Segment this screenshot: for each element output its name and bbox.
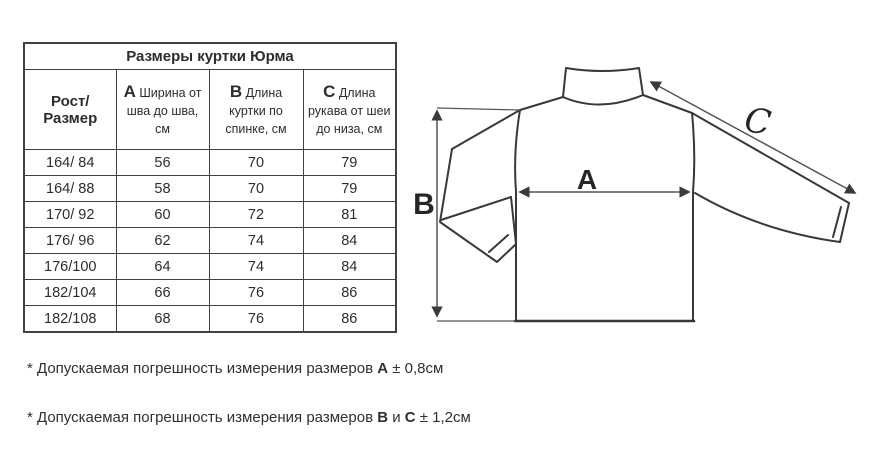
cell-size: 182/104 <box>24 280 116 306</box>
footnote-value: ± 1,2см <box>415 409 471 426</box>
col-header-b <box>209 70 303 150</box>
body-right-edge <box>692 113 694 321</box>
col-header-size: Рост/Размер <box>24 70 116 150</box>
cell-b: 74 <box>209 254 303 280</box>
cell-a: 60 <box>116 202 209 228</box>
cell-size: 164/ 88 <box>24 176 116 202</box>
jacket-diagram <box>400 0 875 350</box>
cell-size: 164/ 84 <box>24 150 116 176</box>
right-sleeve-bottom <box>695 193 840 242</box>
cell-a: 58 <box>116 176 209 202</box>
cell-b: 76 <box>209 280 303 306</box>
collar-shape <box>563 68 643 105</box>
left-shoulder-line <box>452 97 563 149</box>
cell-a: 64 <box>116 254 209 280</box>
footnote-value: ± 0,8см <box>388 360 444 377</box>
right-sleeve-top <box>692 113 849 203</box>
cell-c: 86 <box>303 306 396 333</box>
cell-b: 70 <box>209 150 303 176</box>
footnote-tolerance-bc <box>27 409 471 426</box>
table-title-row <box>24 43 396 70</box>
table-row <box>24 280 396 306</box>
cell-c: 79 <box>303 176 396 202</box>
cell-a: 68 <box>116 306 209 333</box>
measure-ext-top <box>437 108 520 110</box>
cell-c: 79 <box>303 150 396 176</box>
cell-b: 74 <box>209 228 303 254</box>
left-cuff-line <box>489 235 508 252</box>
cell-b: 72 <box>209 202 303 228</box>
body-left-edge <box>515 110 520 321</box>
footnote-text: * Допускаемая погрешность измерения размеров <box>27 360 378 377</box>
footnote-letter-b: B <box>377 409 389 426</box>
col-header-a <box>116 70 209 150</box>
size-table-wrap <box>23 42 397 333</box>
col-desc-c: Длина рукава от шеи до низа, см <box>308 85 391 137</box>
cell-a: 62 <box>116 228 209 254</box>
right-shoulder-line <box>643 95 692 113</box>
footnote-and: и <box>388 409 405 426</box>
table-row <box>24 202 396 228</box>
size-table <box>23 42 397 333</box>
jacket-outline <box>440 68 849 321</box>
col-desc-b: Длина куртки по спинке, см <box>225 85 287 137</box>
col-header-c <box>303 70 396 150</box>
cell-size: 176/ 96 <box>24 228 116 254</box>
table-row <box>24 254 396 280</box>
table-row <box>24 228 396 254</box>
cell-size: 170/ 92 <box>24 202 116 228</box>
label-c: C <box>741 100 774 144</box>
footnote-letter-a: A <box>377 360 389 377</box>
cell-b: 76 <box>209 306 303 333</box>
col-letter-c: C <box>323 81 336 101</box>
col-letter-a: A <box>123 81 136 101</box>
footnote-tolerance-a <box>27 360 443 377</box>
footnote-letter-c: C <box>404 409 416 426</box>
label-a: A <box>576 164 598 195</box>
cell-a: 66 <box>116 280 209 306</box>
label-b: B <box>413 188 435 221</box>
cell-c: 84 <box>303 254 396 280</box>
left-sleeve-fold-line <box>441 197 511 220</box>
table-header-row <box>24 70 396 150</box>
col-letter-b: B <box>229 81 243 101</box>
cell-c: 86 <box>303 280 396 306</box>
cell-size: 182/108 <box>24 306 116 333</box>
footnote-text: * Допускаемая погрешность измерения размеров <box>27 409 378 426</box>
table-title: Размеры куртки Юрма <box>24 43 396 70</box>
col-desc-a: Ширина от шва до шва, см <box>126 85 202 137</box>
cell-a: 56 <box>116 150 209 176</box>
cell-size: 176/100 <box>24 254 116 280</box>
left-sleeve <box>440 149 516 262</box>
table-row <box>24 306 396 333</box>
cell-c: 81 <box>303 202 396 228</box>
cell-c: 84 <box>303 228 396 254</box>
table-row <box>24 150 396 176</box>
right-cuff-line <box>833 207 841 237</box>
table-row <box>24 176 396 202</box>
cell-b: 70 <box>209 176 303 202</box>
